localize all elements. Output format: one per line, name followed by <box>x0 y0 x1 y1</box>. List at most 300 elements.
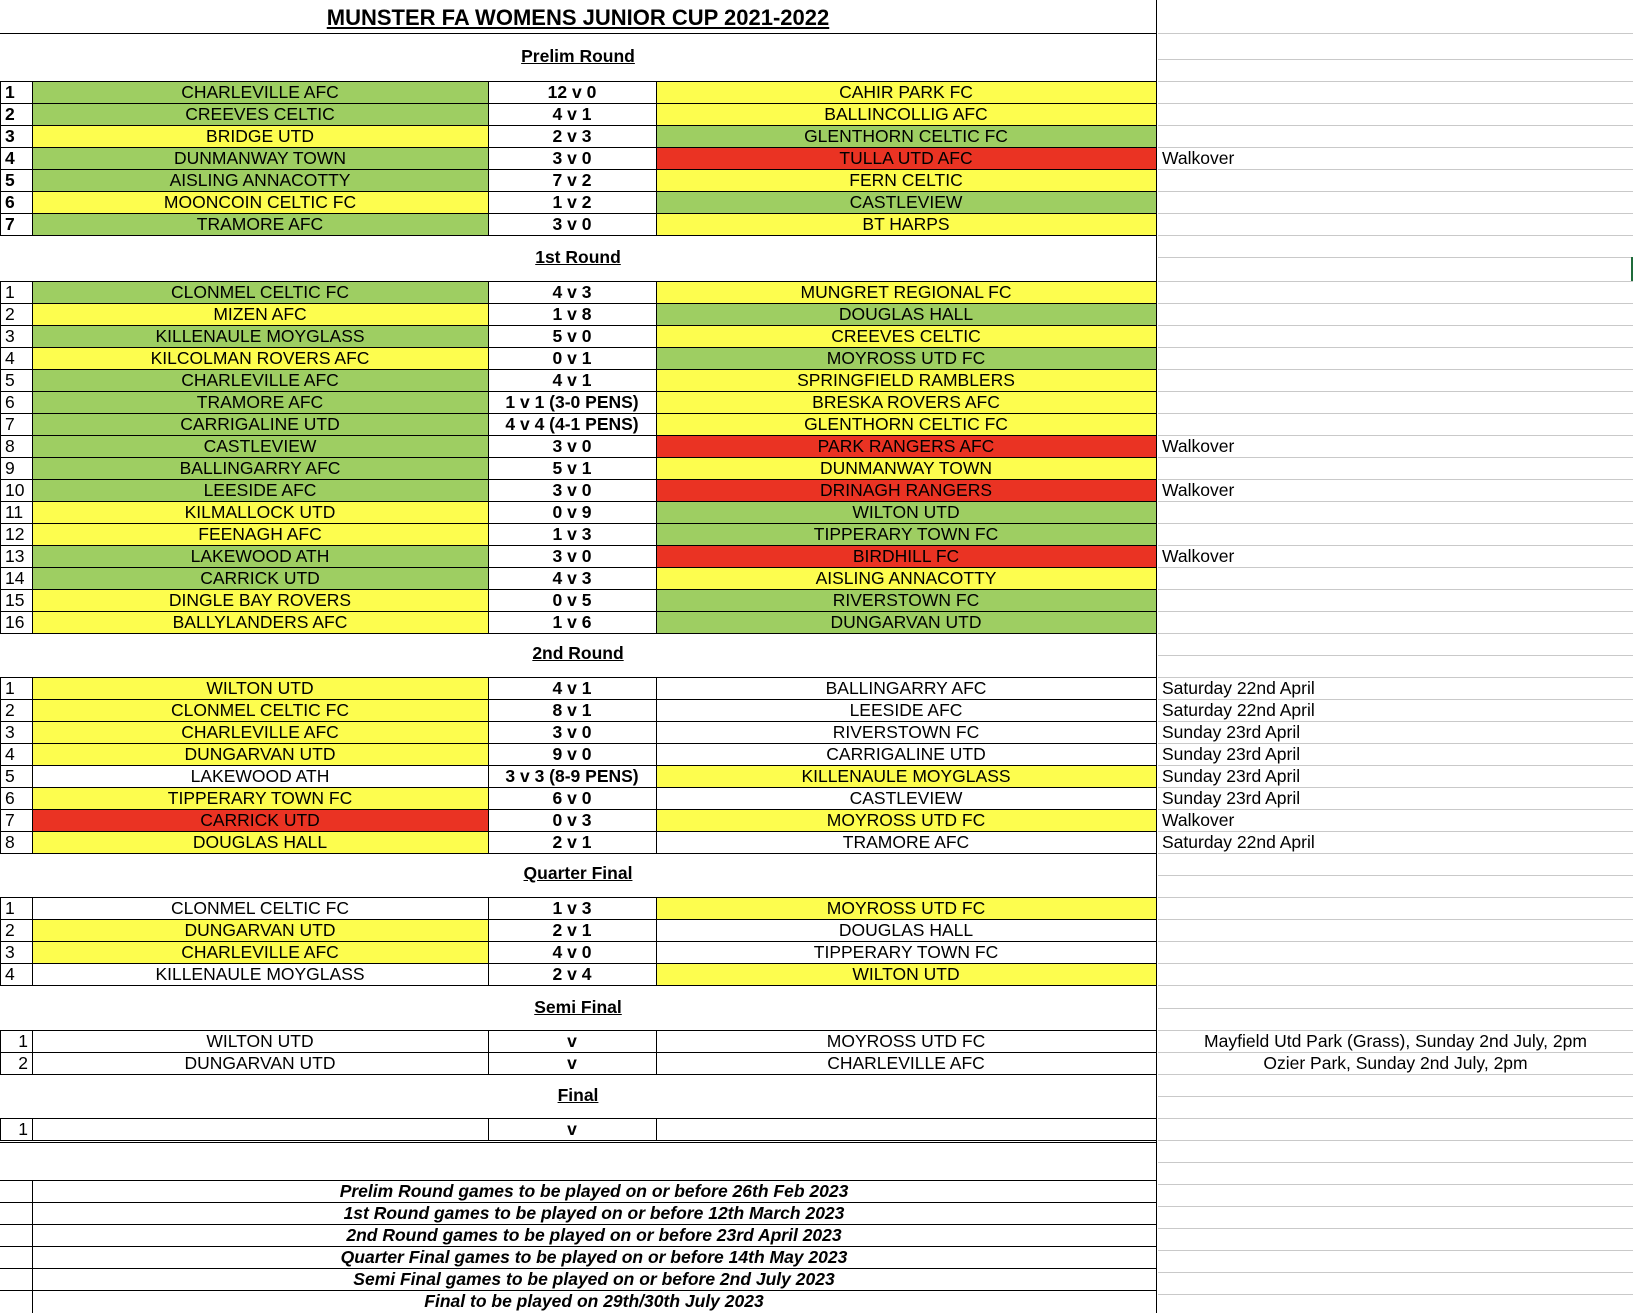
away-team-cell[interactable]: TULLA UTD AFC <box>656 147 1156 169</box>
match-row <box>0 81 1633 103</box>
home-team-cell[interactable]: LEESIDE AFC <box>32 479 488 501</box>
match-row <box>0 191 1633 213</box>
away-team-cell[interactable]: CASTLEVIEW <box>656 191 1156 213</box>
away-team-cell[interactable]: MOYROSS UTD FC <box>656 897 1156 919</box>
match-row <box>0 677 1633 699</box>
score-cell[interactable]: 0 v 3 <box>552 810 592 830</box>
note-cell[interactable]: Saturday 22nd April <box>1162 678 1315 698</box>
away-team-cell[interactable]: RIVERSTOWN FC <box>656 589 1156 611</box>
score-cell[interactable]: 0 v 5 <box>552 590 592 610</box>
match-row <box>0 125 1633 147</box>
note-cell[interactable]: Sunday 23rd April <box>1162 766 1301 786</box>
grid-line <box>0 523 1156 524</box>
home-team-cell[interactable]: CARRICK UTD <box>32 809 488 831</box>
home-team-cell[interactable]: DUNGARVAN UTD <box>32 743 488 765</box>
away-team-cell[interactable]: SPRINGFIELD RAMBLERS <box>656 369 1156 391</box>
sheet-gridline <box>1158 1030 1633 1031</box>
sheet-gridline <box>1158 147 1633 148</box>
sheet-gridline <box>1158 1250 1633 1251</box>
sheet-gridline <box>1158 1118 1633 1119</box>
page-title: MUNSTER FA WOMENS JUNIOR CUP 2021-2022 <box>326 5 830 30</box>
grid-line <box>0 1118 1156 1119</box>
match-row <box>0 147 1633 169</box>
away-team-cell[interactable]: BRESKA ROVERS AFC <box>656 391 1156 413</box>
home-team-cell[interactable]: CHARLEVILLE AFC <box>32 721 488 743</box>
away-team-cell[interactable]: CAHIR PARK FC <box>656 81 1156 103</box>
sheet-gridline <box>1158 765 1633 766</box>
note-cell[interactable]: Walkover <box>1162 810 1235 830</box>
match-number: 1 <box>5 678 15 698</box>
grid-line <box>656 897 657 985</box>
sheet-gridline <box>1158 919 1633 920</box>
note-cell[interactable] <box>1158 897 1633 919</box>
grid-line <box>0 169 1156 170</box>
sheet-gridline <box>1158 853 1633 854</box>
match-number: 2 <box>5 700 15 720</box>
sheet-gridline <box>1158 391 1633 392</box>
away-team-cell[interactable]: TRAMORE AFC <box>842 832 970 852</box>
grid-line <box>0 281 1 633</box>
grid-line <box>0 369 1156 370</box>
grid-line <box>656 677 657 853</box>
away-team-cell[interactable]: MUNGRET REGIONAL FC <box>656 281 1156 303</box>
score-cell[interactable]: 0 v 9 <box>552 502 592 522</box>
grid-line <box>0 1268 1156 1269</box>
grid-line <box>0 1246 1156 1247</box>
grid-line <box>0 1140 1156 1141</box>
grid-line <box>488 81 489 235</box>
note-cell[interactable]: Walkover <box>1162 148 1235 168</box>
match-number: 2 <box>18 1053 28 1073</box>
score-cell[interactable]: 4 v 4 (4-1 PENS) <box>505 414 639 434</box>
away-team-cell[interactable]: MOYROSS UTD FC <box>826 1031 986 1051</box>
note-cell[interactable]: Saturday 22nd April <box>1162 700 1315 720</box>
match-number: 1 <box>18 1119 28 1139</box>
score-cell[interactable]: 1 v 3 <box>552 524 592 544</box>
score-cell[interactable]: 5 v 1 <box>552 458 592 478</box>
sheet-gridline <box>1158 699 1633 700</box>
grid-line <box>0 479 1156 480</box>
note-cell[interactable]: Sunday 23rd April <box>1162 744 1301 764</box>
home-team-cell[interactable]: CARRIGALINE UTD <box>32 413 488 435</box>
note-cell[interactable] <box>1158 919 1633 941</box>
away-team-cell[interactable]: MOYROSS UTD FC <box>656 809 1156 831</box>
match-row <box>0 963 1633 985</box>
sheet-gridline <box>1158 633 1633 634</box>
match-number: 8 <box>5 436 15 456</box>
note-cell[interactable] <box>1158 611 1633 633</box>
away-team-cell[interactable]: TIPPERARY TOWN FC <box>813 942 999 962</box>
match-row <box>0 699 1633 721</box>
away-team-cell[interactable]: GLENTHORN CELTIC FC <box>656 413 1156 435</box>
sheet-gridline <box>1158 81 1633 82</box>
score-cell[interactable]: 8 v 1 <box>552 700 592 720</box>
grid-line <box>0 941 1156 942</box>
sheet-gridline <box>1158 501 1633 502</box>
match-row <box>0 169 1633 191</box>
grid-line <box>0 325 1156 326</box>
away-team-cell[interactable]: MOYROSS UTD FC <box>656 347 1156 369</box>
away-team-cell[interactable]: RIVERSTOWN FC <box>832 722 980 742</box>
sheet-gridline <box>1158 897 1633 898</box>
round-heading: 2nd Round <box>532 643 624 663</box>
sheet-gridline <box>1158 413 1633 414</box>
home-team-cell[interactable]: LAKEWOOD ATH <box>190 766 330 786</box>
away-team-cell[interactable]: DUNGARVAN UTD <box>656 611 1156 633</box>
note-cell[interactable]: Walkover <box>1162 480 1235 500</box>
score-cell[interactable]: 1 v 2 <box>552 192 592 212</box>
note-cell[interactable] <box>1158 125 1633 147</box>
note-cell[interactable] <box>1158 413 1633 435</box>
round-heading: Prelim Round <box>521 46 635 66</box>
grid-line <box>656 81 657 235</box>
sheet-gridline <box>1158 1052 1633 1053</box>
home-team-cell[interactable]: CARRICK UTD <box>32 567 488 589</box>
grid-line <box>0 235 1156 236</box>
away-team-cell[interactable]: KILLENAULE MOYGLASS <box>656 765 1156 787</box>
grid-line <box>0 633 1156 634</box>
score-cell[interactable]: 3 v 0 <box>552 722 592 742</box>
match-row <box>0 347 1633 369</box>
round-heading: Quarter Final <box>523 863 633 883</box>
grid-line <box>0 809 1156 810</box>
home-team-cell[interactable]: WILTON UTD <box>32 677 488 699</box>
home-team-cell[interactable]: TIPPERARY TOWN FC <box>32 787 488 809</box>
score-cell[interactable]: 9 v 0 <box>552 744 592 764</box>
away-team-cell[interactable] <box>656 1118 1156 1140</box>
grid-line <box>0 963 1156 964</box>
match-row <box>0 941 1633 963</box>
sheet-gridline <box>1158 787 1633 788</box>
grid-line <box>0 589 1156 590</box>
note-cell[interactable]: Saturday 22nd April <box>1162 832 1315 852</box>
note-cell[interactable] <box>1158 303 1633 325</box>
away-team-cell[interactable]: WILTON UTD <box>656 963 1156 985</box>
grid-line <box>0 1052 1156 1053</box>
score-cell[interactable]: 12 v 0 <box>547 82 597 102</box>
sheet-gridline <box>1158 1206 1633 1207</box>
score-cell[interactable]: 3 v 3 (8-9 PENS) <box>505 766 639 786</box>
sheet-gridline <box>1158 457 1633 458</box>
match-row <box>0 369 1633 391</box>
grid-line <box>0 33 1156 34</box>
grid-line <box>0 677 1156 678</box>
home-team-cell[interactable]: DUNGARVAN UTD <box>32 919 488 941</box>
grid-line <box>656 1118 657 1140</box>
away-team-cell[interactable]: BIRDHILL FC <box>656 545 1156 567</box>
grid-line <box>32 1030 33 1074</box>
away-team-cell[interactable]: BALLINCOLLIG AFC <box>656 103 1156 125</box>
match-number: 5 <box>5 370 15 390</box>
away-team-cell[interactable]: TIPPERARY TOWN FC <box>656 523 1156 545</box>
grid-line <box>488 677 489 853</box>
note-cell[interactable] <box>1158 325 1633 347</box>
sheet-gridline <box>1158 435 1633 436</box>
home-team-cell[interactable]: CLONMEL CELTIC FC <box>32 281 488 303</box>
note-cell[interactable] <box>1158 391 1633 413</box>
sheet-gridline <box>1158 809 1633 810</box>
note-cell[interactable]: Walkover <box>1162 546 1235 566</box>
sheet-gridline <box>1158 831 1633 832</box>
home-team-cell[interactable]: KILMALLOCK UTD <box>32 501 488 523</box>
match-row <box>0 611 1633 633</box>
away-team-cell[interactable]: BT HARPS <box>656 213 1156 235</box>
match-number: 8 <box>5 832 15 852</box>
note-cell[interactable] <box>1158 501 1633 523</box>
sheet-gridline <box>1158 1184 1633 1185</box>
match-number: 7 <box>5 414 15 434</box>
deadline-note: Final to be played on 29th/30th July 2023 <box>424 1291 764 1311</box>
match-number: 14 <box>5 568 25 588</box>
grid-line <box>0 611 1156 612</box>
score-cell[interactable]: 4 v 1 <box>552 104 592 124</box>
home-team-cell[interactable]: KILLENAULE MOYGLASS <box>32 325 488 347</box>
grid-line <box>0 765 1156 766</box>
match-number: 16 <box>5 612 25 632</box>
home-team-cell[interactable]: MIZEN AFC <box>32 303 488 325</box>
score-cell[interactable]: 2 v 1 <box>552 832 592 852</box>
score-cell[interactable]: 2 v 3 <box>552 126 592 146</box>
match-row <box>0 435 1633 457</box>
home-team-cell[interactable]: DINGLE BAY ROVERS <box>32 589 488 611</box>
away-team-cell[interactable]: LEESIDE AFC <box>849 700 963 720</box>
note-cell[interactable] <box>1158 103 1633 125</box>
sheet-gridline <box>1158 169 1633 170</box>
grid-line <box>32 1180 33 1313</box>
grid-line <box>488 1030 489 1074</box>
grid-line <box>0 457 1156 458</box>
sheet-gridline <box>1158 545 1633 546</box>
match-row <box>0 1030 1633 1052</box>
sheet-gridline <box>1158 1140 1633 1141</box>
home-team-cell[interactable] <box>32 1118 488 1140</box>
grid-line <box>0 435 1156 436</box>
match-number: 6 <box>5 192 15 212</box>
home-team-cell[interactable]: DUNMANWAY TOWN <box>32 147 488 169</box>
home-team-cell[interactable]: CASTLEVIEW <box>32 435 488 457</box>
away-team-cell[interactable]: AISLING ANNACOTTY <box>656 567 1156 589</box>
match-row <box>0 589 1633 611</box>
home-team-cell[interactable]: MOONCOIN CELTIC FC <box>32 191 488 213</box>
match-number: 7 <box>5 810 15 830</box>
deadline-note: 2nd Round games to be played on or before 23rd April 2023 <box>346 1225 842 1245</box>
score-cell[interactable]: 2 v 1 <box>552 920 592 940</box>
match-row <box>0 501 1633 523</box>
away-team-cell[interactable]: BALLINGARRY AFC <box>825 678 987 698</box>
grid-line <box>0 1118 1 1140</box>
match-number: 4 <box>5 744 15 764</box>
note-cell[interactable] <box>1158 347 1633 369</box>
grid-line <box>0 721 1156 722</box>
score-cell[interactable]: 3 v 0 <box>552 214 592 234</box>
match-number: 2 <box>5 104 15 124</box>
away-team-cell[interactable]: DOUGLAS HALL <box>656 303 1156 325</box>
home-team-cell[interactable]: CLONMEL CELTIC FC <box>32 699 488 721</box>
score-cell[interactable]: v <box>567 1053 577 1073</box>
deadline-note: Semi Final games to be played on or before 2nd July 2023 <box>353 1269 835 1289</box>
home-team-cell[interactable]: FEENAGH AFC <box>32 523 488 545</box>
note-cell[interactable] <box>1158 191 1633 213</box>
away-team-cell[interactable]: CHARLEVILLE AFC <box>827 1053 985 1073</box>
note-cell[interactable]: Ozier Park, Sunday 2nd July, 2pm <box>1263 1053 1528 1073</box>
score-cell[interactable]: 1 v 8 <box>552 304 592 324</box>
sheet-gridline <box>1158 1228 1633 1229</box>
home-team-cell[interactable]: KILLENAULE MOYGLASS <box>155 964 365 984</box>
sheet-gridline <box>1158 1272 1633 1273</box>
score-cell[interactable]: 2 v 4 <box>552 964 592 984</box>
score-cell[interactable]: 5 v 0 <box>552 326 592 346</box>
sheet-gridline <box>1158 347 1633 348</box>
note-cell[interactable] <box>1158 457 1633 479</box>
match-number: 1 <box>18 1031 28 1051</box>
home-team-cell[interactable]: BALLYLANDERS AFC <box>32 611 488 633</box>
note-cell[interactable]: Walkover <box>1162 436 1235 456</box>
sheet-gridline <box>1158 369 1633 370</box>
home-team-cell[interactable]: LAKEWOOD ATH <box>32 545 488 567</box>
match-number: 10 <box>5 480 25 500</box>
sheet-gridline <box>1158 33 1633 34</box>
score-cell[interactable]: 3 v 0 <box>552 148 592 168</box>
match-row <box>0 1118 1633 1140</box>
score-cell[interactable]: 0 v 1 <box>552 348 592 368</box>
note-cell[interactable] <box>1158 169 1633 191</box>
grid-line <box>0 213 1156 214</box>
score-cell[interactable]: 6 v 0 <box>552 788 592 808</box>
sheet-gridline <box>1158 235 1633 236</box>
score-cell[interactable]: 4 v 1 <box>552 370 592 390</box>
match-number: 11 <box>5 502 24 522</box>
score-cell[interactable]: 4 v 3 <box>552 282 592 302</box>
match-number: 6 <box>5 392 15 412</box>
deadline-note: 1st Round games to be played on or before 12th March 2023 <box>343 1203 845 1223</box>
away-team-cell[interactable]: GLENTHORN CELTIC FC <box>656 125 1156 147</box>
note-cell[interactable] <box>1158 281 1633 303</box>
note-cell[interactable] <box>1158 523 1633 545</box>
sheet-gridline <box>1158 191 1633 192</box>
away-team-cell[interactable]: CASTLEVIEW <box>849 788 963 808</box>
match-number: 5 <box>5 170 15 190</box>
match-number: 3 <box>5 942 15 962</box>
note-cell[interactable] <box>1158 1118 1633 1140</box>
note-cell[interactable] <box>1158 589 1633 611</box>
home-team-cell[interactable]: CLONMEL CELTIC FC <box>171 898 349 918</box>
match-row <box>0 545 1633 567</box>
match-number: 2 <box>5 920 15 940</box>
home-team-cell[interactable]: DUNGARVAN UTD <box>184 1053 336 1073</box>
note-cell[interactable]: Mayfield Utd Park (Grass), Sunday 2nd July, 2pm <box>1204 1031 1587 1051</box>
score-cell[interactable]: 1 v 3 <box>552 898 592 918</box>
score-cell[interactable]: v <box>567 1119 577 1139</box>
grid-line <box>0 1074 1156 1075</box>
match-number: 2 <box>5 304 15 324</box>
away-team-cell[interactable]: CREEVES CELTIC <box>656 325 1156 347</box>
grid-line <box>32 81 33 235</box>
home-team-cell[interactable]: AISLING ANNACOTTY <box>32 169 488 191</box>
away-team-cell[interactable]: DOUGLAS HALL <box>838 920 974 940</box>
note-cell[interactable] <box>1158 81 1633 103</box>
note-cell[interactable] <box>1158 963 1633 985</box>
sheet-gridline <box>1158 125 1633 126</box>
grid-line <box>488 281 489 633</box>
match-row <box>0 457 1633 479</box>
home-team-cell[interactable]: WILTON UTD <box>206 1031 314 1051</box>
match-number: 3 <box>5 722 15 742</box>
note-cell[interactable] <box>1158 213 1633 235</box>
home-team-cell[interactable]: CHARLEVILLE AFC <box>32 941 488 963</box>
home-team-cell[interactable]: BRIDGE UTD <box>32 125 488 147</box>
sheet-gridline <box>1158 303 1633 304</box>
match-number: 5 <box>5 766 15 786</box>
grid-line <box>0 567 1156 568</box>
sheet-gridline <box>1158 743 1633 744</box>
score-cell[interactable]: 3 v 0 <box>552 546 592 566</box>
home-team-cell[interactable]: TRAMORE AFC <box>32 391 488 413</box>
sheet-gridline <box>1158 1074 1633 1075</box>
note-cell[interactable]: Sunday 23rd April <box>1162 722 1301 742</box>
match-number: 3 <box>5 126 15 146</box>
match-row <box>0 325 1633 347</box>
home-team-cell[interactable]: CREEVES CELTIC <box>32 103 488 125</box>
away-team-cell[interactable]: CARRIGALINE UTD <box>826 744 986 764</box>
match-row <box>0 721 1633 743</box>
grid-line <box>0 831 1156 832</box>
match-row <box>0 103 1633 125</box>
note-cell[interactable]: Sunday 23rd April <box>1162 788 1301 808</box>
home-team-cell[interactable]: CHARLEVILLE AFC <box>32 369 488 391</box>
note-cell[interactable] <box>1158 941 1633 963</box>
match-row <box>0 1052 1633 1074</box>
home-team-cell[interactable]: TRAMORE AFC <box>32 213 488 235</box>
score-cell[interactable]: 4 v 0 <box>552 942 592 962</box>
match-number: 13 <box>5 546 25 566</box>
sheet-gridline <box>1158 721 1633 722</box>
note-cell[interactable] <box>1158 369 1633 391</box>
home-team-cell[interactable]: KILCOLMAN ROVERS AFC <box>32 347 488 369</box>
match-row <box>0 281 1633 303</box>
score-cell[interactable]: v <box>567 1031 577 1051</box>
match-number: 15 <box>5 590 25 610</box>
match-row <box>0 303 1633 325</box>
score-cell[interactable]: 3 v 0 <box>552 480 592 500</box>
grid-line <box>32 897 33 985</box>
note-cell[interactable] <box>1158 567 1633 589</box>
grid-line <box>656 281 657 633</box>
away-team-cell[interactable]: WILTON UTD <box>656 501 1156 523</box>
match-row <box>0 765 1633 787</box>
home-team-cell[interactable]: CHARLEVILLE AFC <box>32 81 488 103</box>
away-team-cell[interactable]: PARK RANGERS AFC <box>656 435 1156 457</box>
match-number: 6 <box>5 788 15 808</box>
score-cell[interactable]: 1 v 1 (3-0 PENS) <box>505 392 639 412</box>
home-team-cell[interactable]: DOUGLAS HALL <box>32 831 488 853</box>
score-cell[interactable]: 4 v 1 <box>552 678 592 698</box>
grid-line <box>32 1118 33 1140</box>
match-row <box>0 831 1633 853</box>
grid-line <box>0 897 1 985</box>
score-cell[interactable]: 3 v 0 <box>552 436 592 456</box>
round-heading: Final <box>557 1085 599 1105</box>
match-row <box>0 919 1633 941</box>
away-team-cell[interactable]: DUNMANWAY TOWN <box>656 457 1156 479</box>
score-cell[interactable]: 1 v 6 <box>552 612 592 632</box>
home-team-cell[interactable]: BALLINGARRY AFC <box>32 457 488 479</box>
away-team-cell[interactable]: DRINAGH RANGERS <box>656 479 1156 501</box>
score-cell[interactable]: 4 v 3 <box>552 568 592 588</box>
match-row <box>0 897 1633 919</box>
score-cell[interactable]: 7 v 2 <box>552 170 592 190</box>
away-team-cell[interactable]: FERN CELTIC <box>656 169 1156 191</box>
sheet-gridline <box>1158 985 1633 986</box>
